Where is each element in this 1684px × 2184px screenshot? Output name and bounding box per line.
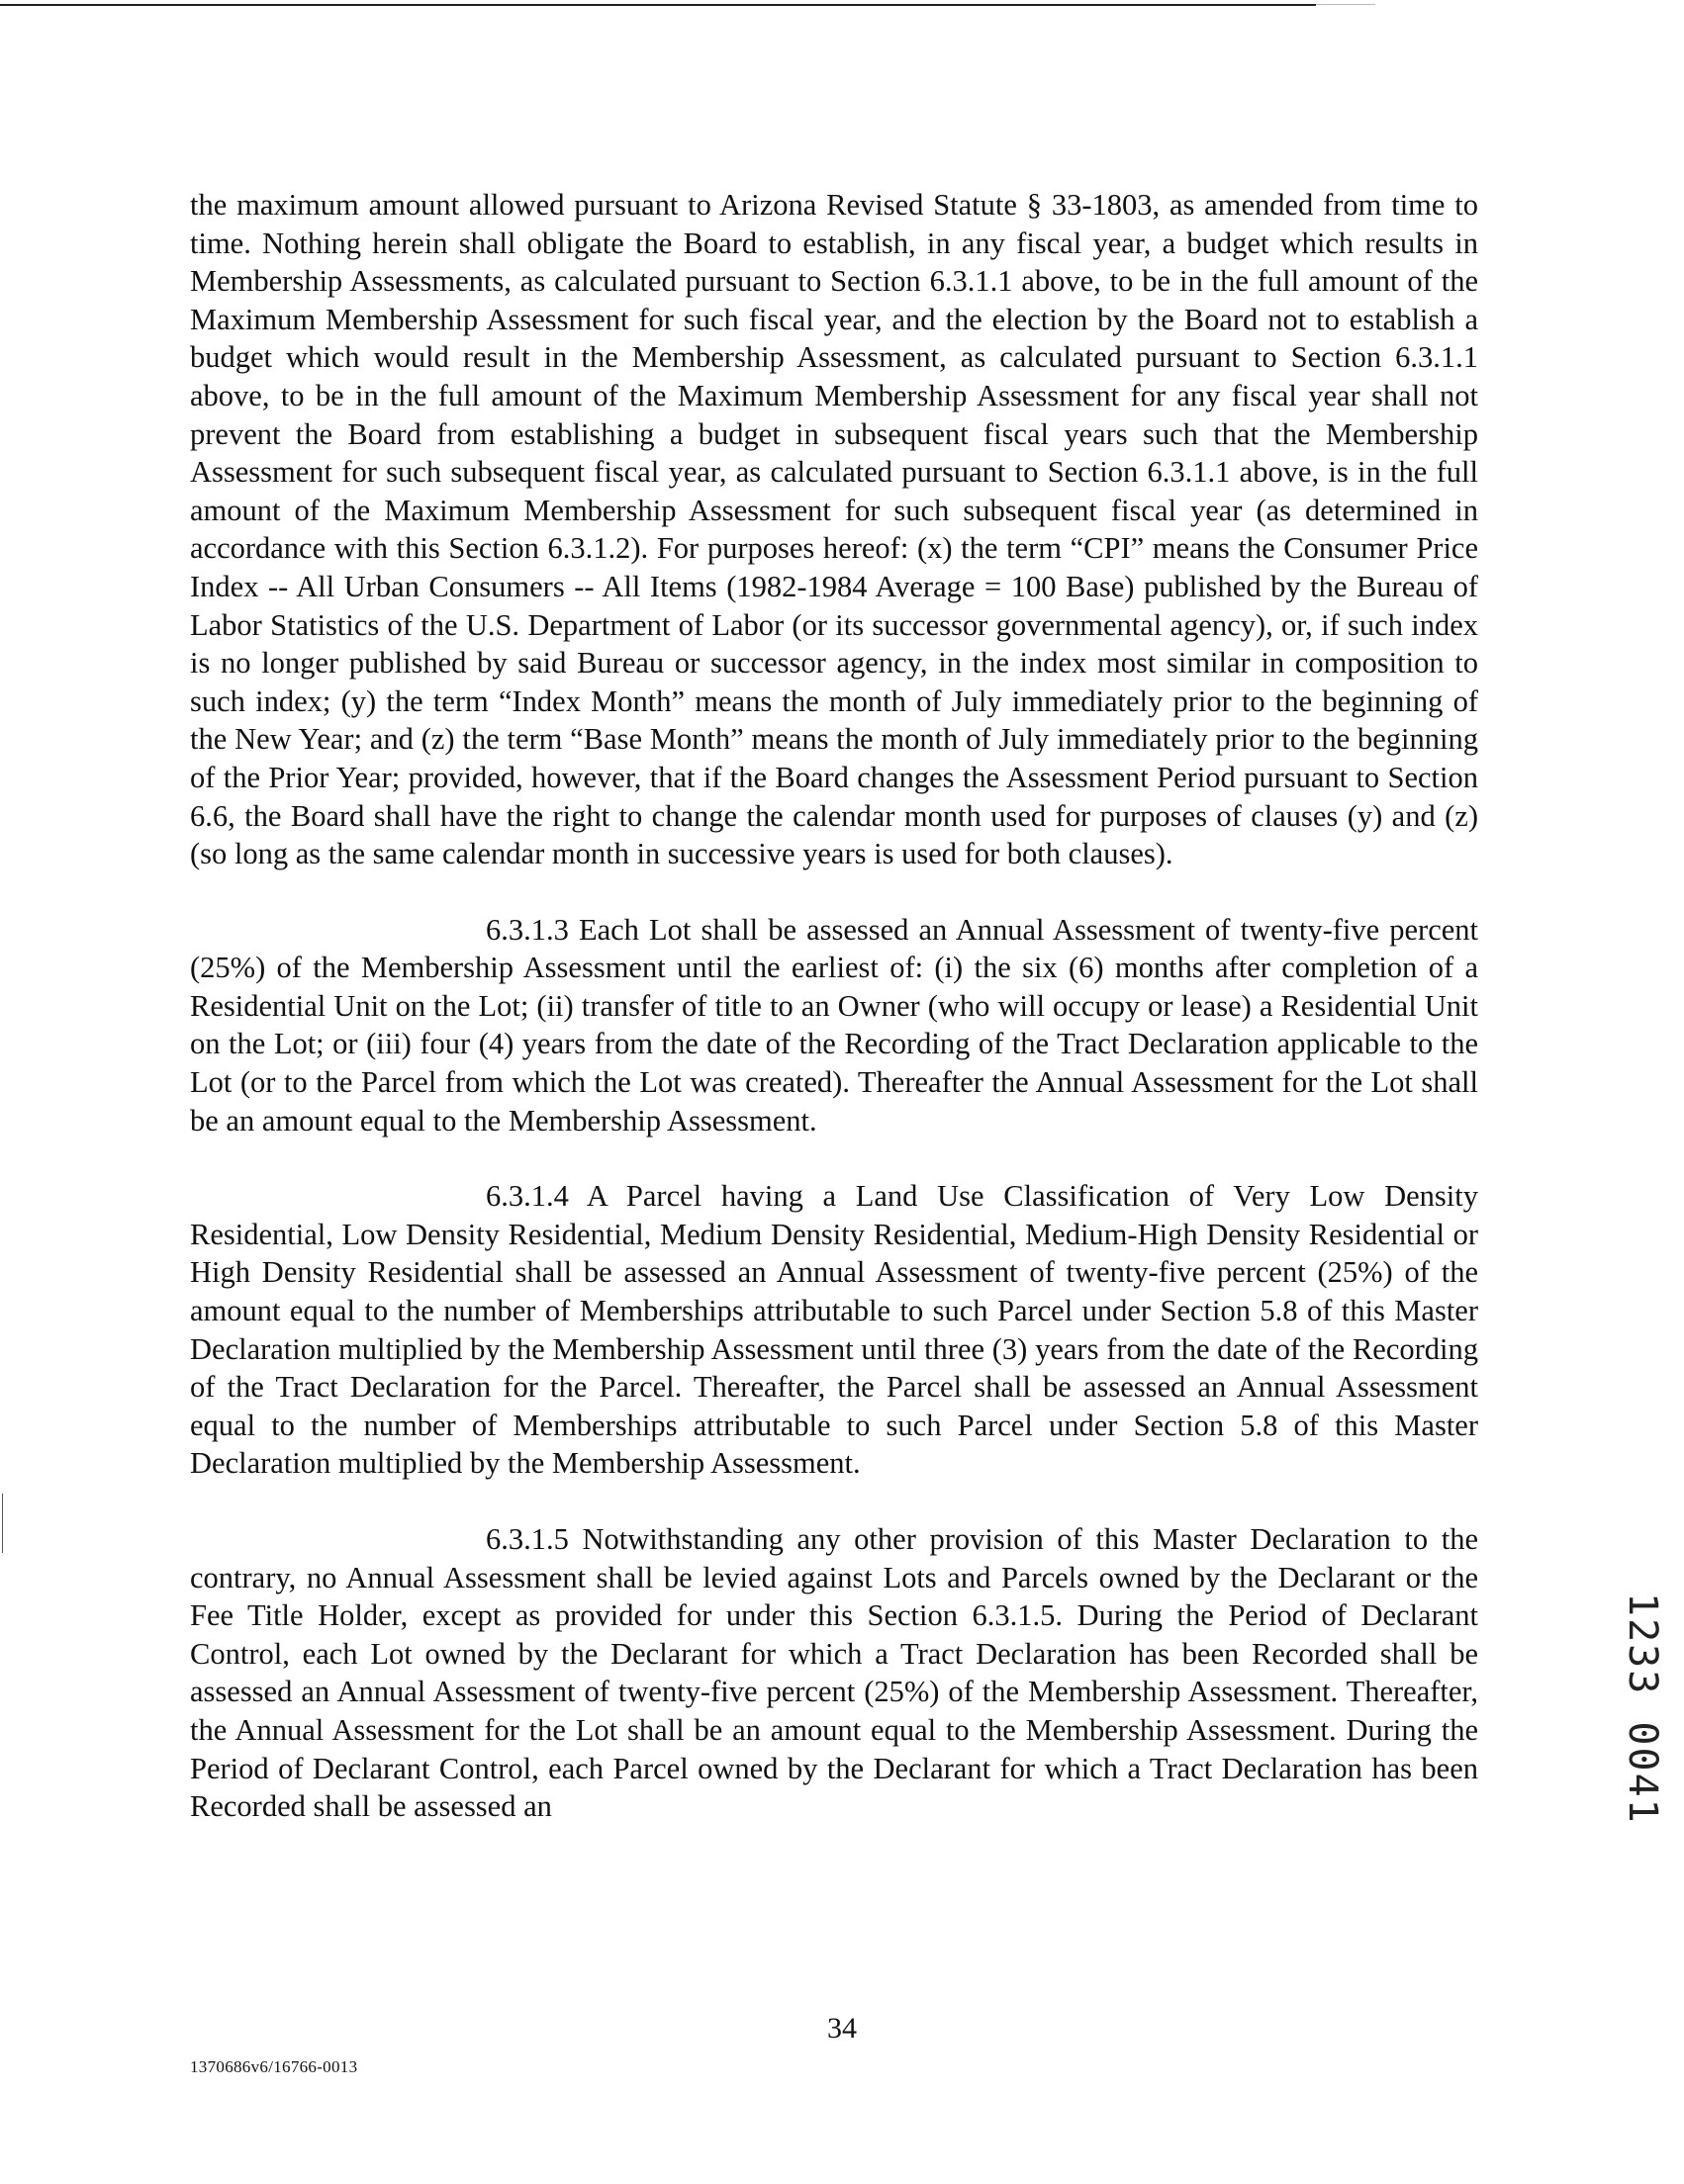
paragraph-6-3-1-3: 6.3.1.3 Each Lot shall be assessed an Annual Assessment of twenty-five percent (25%) of the Membership Assessment until the earliest of: (i) the six (6) months after completion of a Residential Unit on the Lot; (ii) transfer of title to an Owner (who will occupy or lease) a Residential Unit on the Lot; or (iii) four (4) years from the date of the Recording of the Tract Declaration applicable to the Lot (or to the Parcel from which the Lot was created). Thereafter the Annual Assessment for the Lot shall be an amount equal to the Membership Assessment. <box>190 912 1478 1138</box>
document-id: 1370686v6/16766-0013 <box>190 2057 358 2076</box>
paragraph-6-3-1-5: 6.3.1.5 Notwithstanding any other provision of this Master Declaration to the contrary, no Annual Assessment shall be levied against Lots and Parcels owned by the Declarant or the Fee Title Holder, except as provided for under this Section 6.3.1.5. During the Period of Declarant Control, each Lot owned by the Declarant for which a Tract Declaration has been Recorded shall be assessed an Annual Assessment of twenty-five percent (25%) of the Membership Assessment. Thereafter, the Annual Assessment for the Lot shall be an amount equal to the Membership Assessment. During the Period of Declarant Control, each Parcel owned by the Declarant for which a Tract Declaration has been Recorded shall be assessed an <box>190 1522 1478 1824</box>
recording-number-stamp: 1233 0041 <box>1620 1592 1665 1825</box>
scan-top-rule-tail <box>1316 4 1375 5</box>
paragraph-continuation: the maximum amount allowed pursuant to Arizona Revised Statute § 33-1803, as amended from time to time. Nothing herein shall obligate the Board to establish, in any fiscal year, a budget which results in Membership Assessments, as calculated pursuant to Section 6.3.1.1 above, to be in the full amount of the Maximum Membership Assessment for such fiscal year, and the election by the Board not to establish a budget which would result in the Membership Assessment, as calculated pursuant to Section 6.3.1.1 above, to be in the full amount of the Maximum Membership Assessment for any fiscal year shall not prevent the Board from establishing a budget in subsequent fiscal years such that the Membership Assessment for such subsequent fiscal year, as calculated pursuant to Section 6.3.1.1 above, is in the full amount of the Maximum Membership Assessment for such subsequent fiscal year (as determined in accordance with this Section 6.3.1.2). For purposes hereof: (x) the term “CPI” means the Consumer Price Index -- All Urban Consumers -- All Items (1982-1984 Average = 100 Base) published by the Bureau of Labor Statistics of the U.S. Department of Labor (or its successor governmental agency), or, if such index is no longer published by said Bureau or successor agency, in the index most similar in composition to such index; (y) the term “Index Month” means the month of July immediately prior to the beginning of the New Year; and (z) the term “Base Month” means the month of July immediately prior to the beginning of the Prior Year; provided, however, that if the Board changes the Assessment Period pursuant to Section 6.6, the Board shall have the right to change the calendar month used for purposes of clauses (y) and (z) (so long as the same calendar month in successive years is used for both clauses). <box>190 188 1478 871</box>
paragraph-6-3-1-4: 6.3.1.4 A Parcel having a Land Use Classification of Very Low Density Residential, Low Density Residential, Medium Density Residential, Medium-High Density Residential or High Density Residential shall be assessed an Annual Assessment of twenty-five percent (25%) of the amount equal to the number of Memberships attributable to such Parcel under Section 5.8 of this Master Declaration multiplied by the Membership Assessment until three (3) years from the date of the Recording of the Tract Declaration for the Parcel. Thereafter, the Parcel shall be assessed an Annual Assessment equal to the number of Memberships attributable to such Parcel under Section 5.8 of this Master Declaration multiplied by the Membership Assessment. <box>190 1179 1478 1481</box>
document-body <box>190 186 1478 1826</box>
scan-left-mark <box>2 1494 3 1553</box>
scan-top-rule <box>0 4 1316 6</box>
page-number: 34 <box>827 2012 857 2045</box>
